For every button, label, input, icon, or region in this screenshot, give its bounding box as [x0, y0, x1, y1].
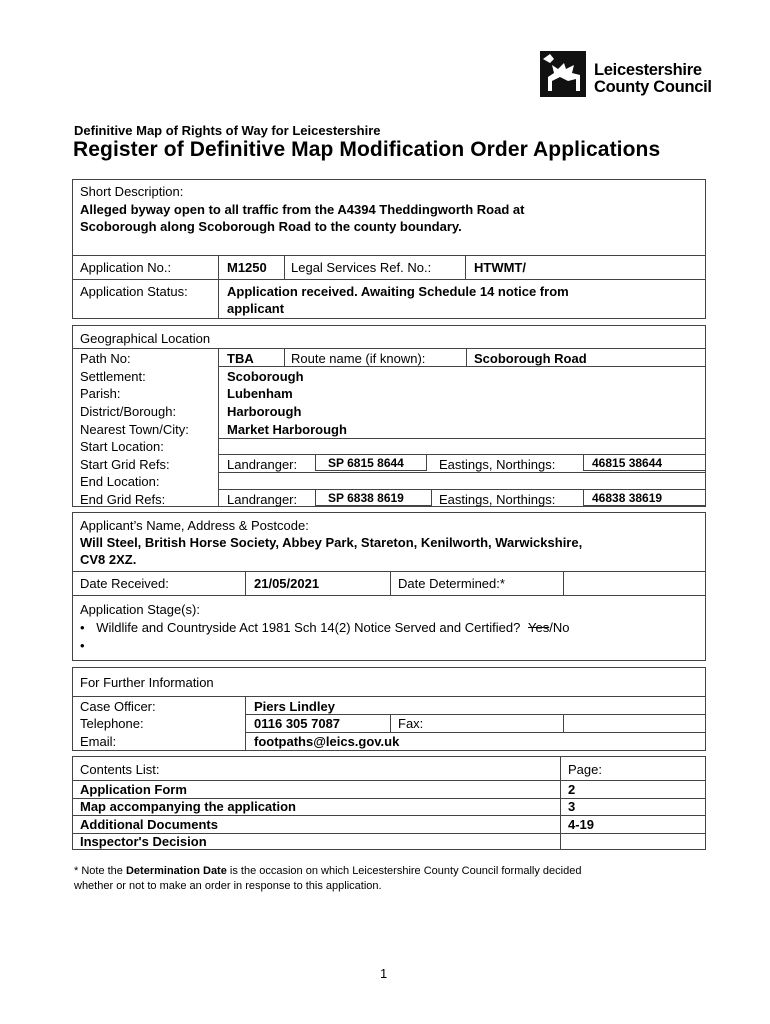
start-location-label: Start Location: [80, 439, 164, 454]
application-status-label: Application Status: [80, 284, 188, 299]
date-determined-label: Date Determined:* [398, 576, 505, 591]
stage-1-text: Wildlife and Countryside Act 1981 Sch 14(2) Notice Served and Certified? [96, 620, 521, 635]
council-logo [540, 51, 715, 99]
start-eastings-box [583, 454, 706, 471]
district-value: Harborough [227, 404, 302, 419]
email-value: footpaths@leics.gov.uk [254, 734, 400, 749]
application-status-line-1: Application received. Awaiting Schedule 14 notice from [227, 284, 569, 299]
contents-item-label: Additional Documents [80, 817, 218, 832]
applicant-line-1: Will Steel, British Horse Society, Abbey Park, Stareton, Kenilworth, Warwickshire, [80, 535, 583, 550]
start-landranger-label: Landranger: [227, 457, 298, 472]
contents-heading: Contents List: [80, 762, 160, 777]
document-title: Register of Definitive Map Modification Order Applications [73, 138, 661, 161]
end-location-label: End Location: [80, 474, 160, 489]
fox-crest-icon [540, 51, 590, 99]
short-description-line-2: Scoborough along Scoborough Road to the county boundary. [80, 219, 462, 234]
parish-value: Lubenham [227, 386, 293, 401]
end-eastings-box [583, 489, 706, 506]
contents-item-page: 3 [568, 799, 576, 814]
legal-ref-label: Legal Services Ref. No.: [291, 260, 432, 275]
case-officer-value: Piers Lindley [254, 699, 335, 714]
end-landranger-value: SP 6838 8619 [328, 491, 404, 505]
footnote-rest: is the occasion on which Leicestershire County Council formally decided [226, 865, 582, 877]
application-summary-box [72, 179, 706, 319]
end-landranger-box [315, 489, 432, 506]
applicant-box [72, 512, 706, 661]
application-no-value: M1250 [227, 260, 267, 275]
settlement-value: Scoborough [227, 369, 304, 384]
date-received-label: Date Received: [80, 576, 169, 591]
legal-ref-value: HTWMT/ [474, 260, 526, 275]
route-name-value: Scoborough Road [474, 351, 587, 366]
short-description-label: Short Description: [80, 184, 184, 199]
contents-item-label: Map accompanying the application [80, 799, 296, 814]
contents-item-page: 4-19 [568, 817, 595, 832]
page-number: 1 [380, 966, 388, 981]
route-name-label: Route name (if known): [291, 351, 426, 366]
footnote-line-2: whether or not to make an order in response to this application. [74, 880, 382, 892]
parish-label: Parish: [80, 386, 121, 401]
bullet-glyph: • [80, 620, 85, 635]
nearest-town-label: Nearest Town/City: [80, 422, 189, 437]
logo-line-1: Leicestershire [594, 61, 702, 79]
end-eastings-value: 46838 38619 [592, 491, 663, 505]
determination-date-footnote [74, 864, 704, 894]
end-landranger-label: Landranger: [227, 492, 298, 507]
start-landranger-value: SP 6815 8644 [328, 456, 404, 470]
start-grid-label: Start Grid Refs: [80, 457, 170, 472]
contents-page-heading: Page: [568, 762, 602, 777]
email-label: Email: [80, 734, 117, 749]
contents-item-label: Inspector's Decision [80, 834, 207, 849]
start-eastings-value: 46815 38644 [592, 456, 663, 470]
geo-heading: Geographical Location [80, 331, 211, 346]
application-stages-label: Application Stage(s): [80, 602, 200, 617]
start-landranger-box [315, 454, 427, 471]
footnote-prefix: * Note the [74, 865, 126, 877]
start-eastings-label: Eastings, Northings: [439, 457, 556, 472]
footnote-bold-term: Determination Date [125, 865, 227, 877]
telephone-label: Telephone: [80, 716, 144, 731]
end-eastings-label: Eastings, Northings: [439, 492, 556, 507]
applicant-line-2: CV8 2XZ. [80, 552, 137, 567]
logo-line-2: County Council [594, 78, 712, 96]
further-info-heading: For Further Information [80, 675, 214, 690]
application-no-label: Application No.: [80, 260, 172, 275]
path-no-value: TBA [227, 351, 254, 366]
document-subtitle: Definitive Map of Rights of Way for Leicestershire [74, 123, 381, 138]
case-officer-label: Case Officer: [80, 699, 156, 714]
geographical-location-box [72, 325, 706, 507]
contents-item-page: 2 [568, 782, 576, 797]
stage-1-yes: Yes [527, 620, 550, 635]
contents-list-box [72, 756, 706, 850]
settlement-label: Settlement: [80, 369, 146, 384]
stage-1-no: /No [549, 620, 570, 635]
district-label: District/Borough: [80, 404, 177, 419]
nearest-town-value: Market Harborough [227, 422, 347, 437]
path-no-label: Path No: [80, 351, 131, 366]
stage-bullet-1 [80, 620, 569, 636]
further-information-box [72, 667, 706, 751]
applicant-label: Applicant’s Name, Address & Postcode: [80, 518, 309, 533]
telephone-value: 0116 305 7087 [254, 716, 341, 731]
fax-label: Fax: [398, 716, 424, 731]
contents-item-label: Application Form [80, 782, 187, 797]
date-received-value: 21/05/2021 [254, 576, 320, 591]
application-status-line-2: applicant [227, 301, 285, 316]
short-description-line-1: Alleged byway open to all traffic from the A4394 Theddingworth Road at [80, 202, 525, 217]
stage-bullet-2: • [80, 638, 85, 653]
end-grid-label: End Grid Refs: [80, 492, 166, 507]
